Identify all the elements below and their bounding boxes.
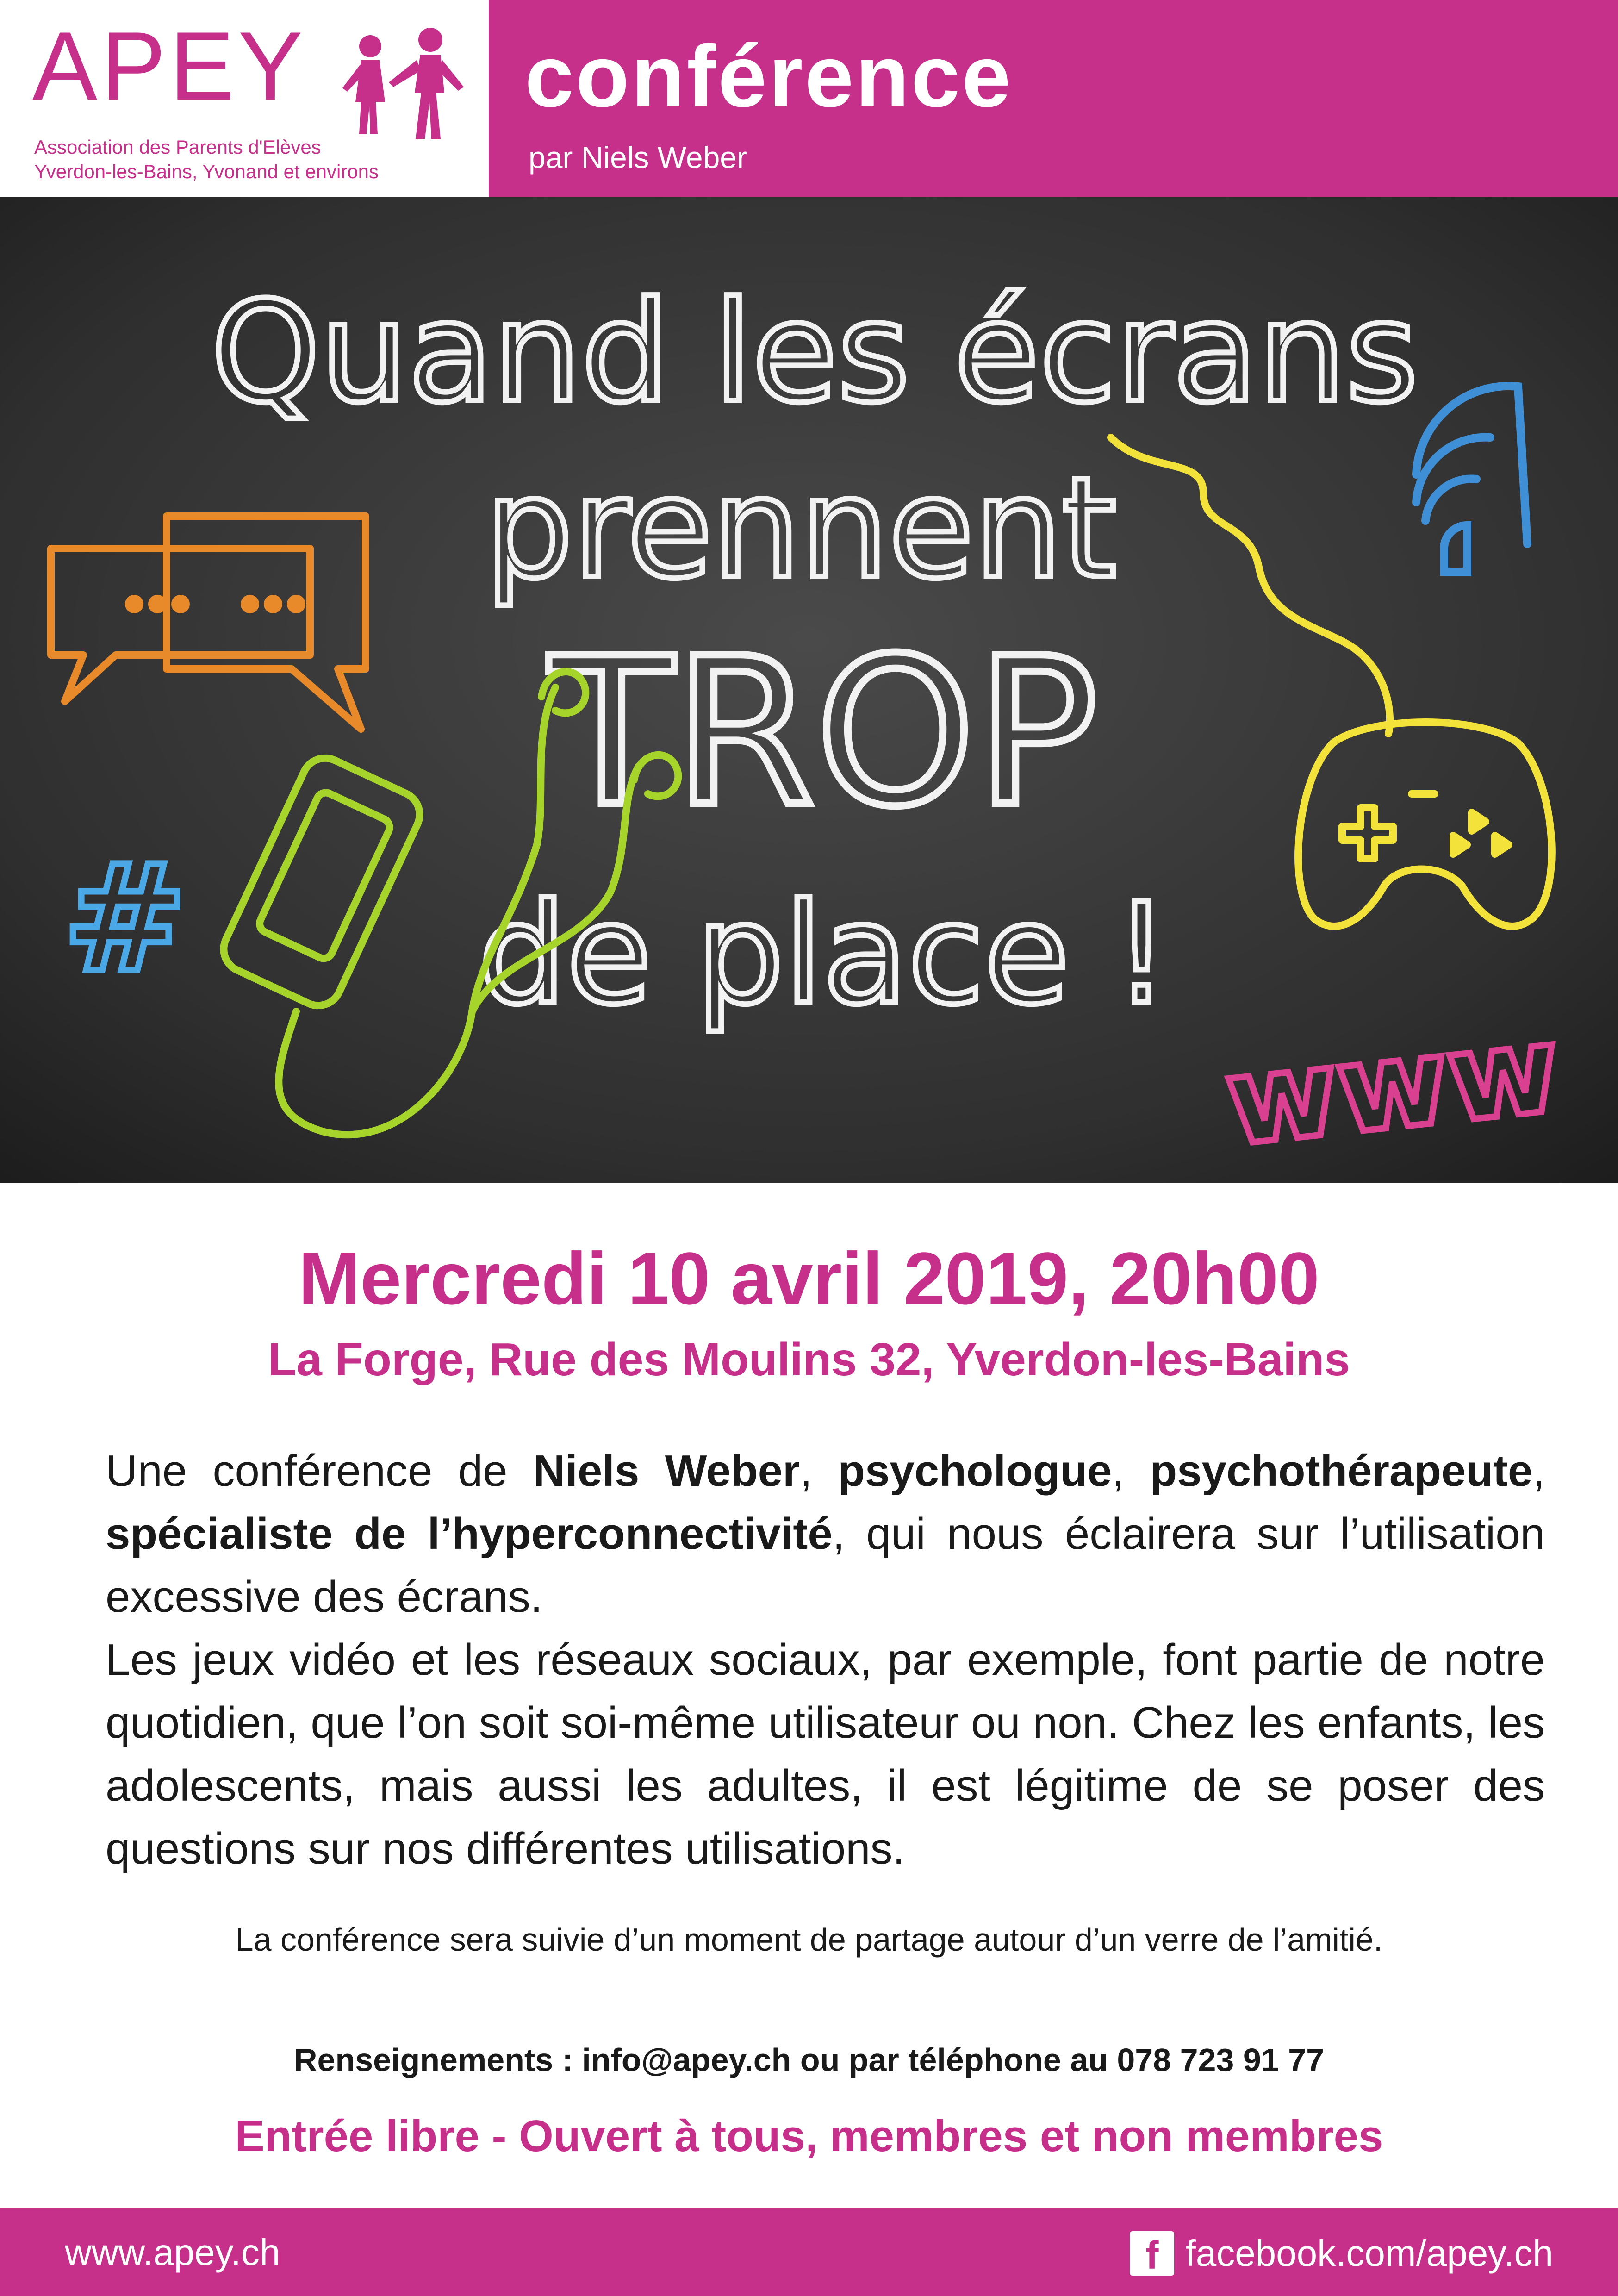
logo-subtitle-line2: Yverdon-les-Bains, Yvonand et environs — [34, 160, 379, 182]
header-band — [489, 0, 1618, 197]
logo-subtitle — [34, 135, 379, 184]
headline-line4: de place ! — [478, 873, 1170, 1035]
event-location: La Forge, Rue des Moulins 32, Yverdon-les-Bains — [268, 1334, 1350, 1385]
speaker-subtitle: par Niels Weber — [529, 140, 747, 175]
chalkboard-illustration — [0, 197, 1618, 1183]
contact-info: Renseignements : info@apey.ch ou par téléphone au 078 723 91 77 — [293, 2042, 1325, 2078]
after-event-note: La conférence sera suivie d’un moment de partage autour d’un verre de l’amitié. — [235, 1922, 1383, 1958]
headline-line2: prennent — [485, 448, 1117, 609]
kids-icon — [333, 28, 472, 144]
description-paragraph-1: Une conférence de Niels Weber, psychologue, psychothérapeute, spécialiste de l’hyperconnectivité, qui nous éclairera sur l’utilisation excessive des écrans. — [106, 1446, 1545, 1622]
www-icon: www — [1219, 999, 1566, 1173]
description-paragraph-2: Les jeux vidéo et les réseaux sociaux, par exemple, font partie de notre quotidien, que l’on soit soi-même utilisateur ou non. Chez les enfants, les adolescents, mais aussi les adultes, il est légitime de se poser des questions sur nos différentes utilisations. — [106, 1635, 1545, 1873]
facebook-link-text: facebook.com/apey.ch — [1185, 2233, 1553, 2274]
website-link[interactable]: www.apey.ch — [65, 2232, 280, 2273]
logo-name: APEY — [32, 12, 307, 120]
facebook-link[interactable] — [1130, 2231, 1553, 2276]
logo-block — [0, 0, 489, 197]
event-date: Mercredi 10 avril 2019, 20h00 — [299, 1237, 1319, 1320]
hashtag-icon: # — [62, 833, 187, 1005]
facebook-icon: f — [1130, 2231, 1174, 2276]
description — [106, 1440, 1545, 1880]
footer-band — [0, 2208, 1618, 2296]
entry-info: Entrée libre - Ouvert à tous, membres et non membres — [235, 2111, 1383, 2161]
page-title: conférence — [525, 27, 1013, 125]
logo-subtitle-line1: Association des Parents d'Elèves — [34, 136, 321, 158]
headline-line3: TROP — [549, 614, 1099, 851]
headline-line1: Quand les écrans — [211, 272, 1419, 433]
